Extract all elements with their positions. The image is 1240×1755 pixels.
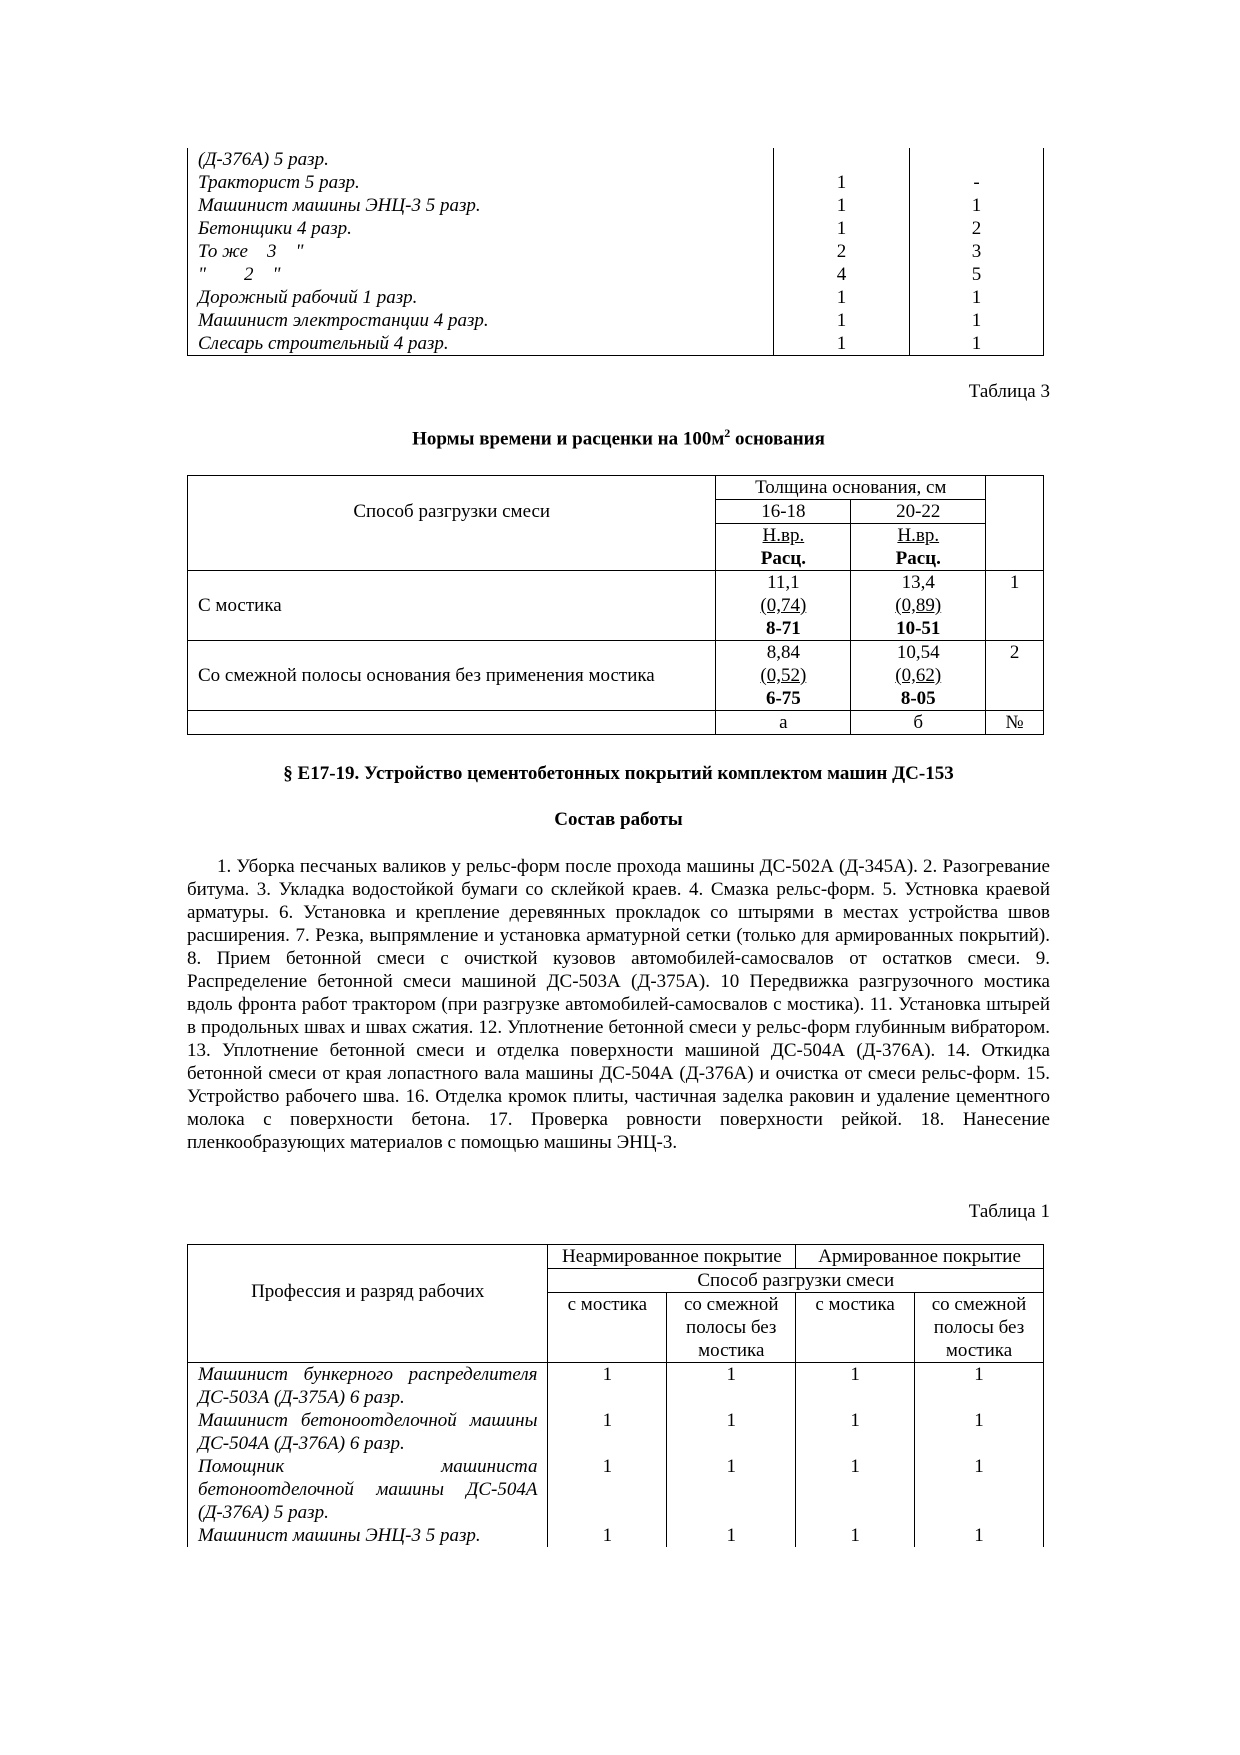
profession-cell: Помощник машиниста бетоноотделочной машины ДС-504А (Д-376А) 5 разр. xyxy=(188,1455,548,1524)
count-cell: - xyxy=(910,171,1044,194)
table-row xyxy=(188,641,1044,711)
table-row xyxy=(188,194,1044,217)
work-text: 1. Уборка песчаных валиков у рельс-форм после прохода машины ДС-502А (Д-345А). 2. Разогревание битума. 3. Укладка водостойкой бумаги со склейкой краев. 4. Смазка рельс-форм. 5. Устновка краевой арматуры. 6. Установка и крепление деревянных прокладок со штырями в местах устройства швов расширения. 7. Резка, выпрямление и установка арматурной сетки (только для армированных покрытий). 8. Прием бетонной смеси с очисткой кузовов автомобилей-самосвалов от остатков смеси. 9. Распределение бетонной смеси машиной ДС-503А (Д-375А). 10 Передвижка разгрузочного мостика вдоль фронта работ трактором (при разгрузке автомобилей-самосвалов с мостика). 11. Установка штырей в продольных швах и швах сжатия. 12. Уплотнение бетонной смеси у рельс-форм глубинным вибратором. 13. Уплотнение бетонной смеси и отделка поверхности машиной ДС-504А (Д-376А). 14. Откидка бетонной смеси от края лопастного вала машины ДС-504А (Д-376А) и очистка от смеси рельс-форм. 15. Устройство рабочего шва. 16. Отделка кромок плиты, частичная заделка раковин и удаление цементного молока с поверхности бетона. 17. Проверка ровности поверхности рейкой. 18. Нанесение пленкообразующих материалов с помощью машины ЭНЦ-3. xyxy=(187,856,1050,1153)
count-cell: 1 xyxy=(667,1363,796,1410)
header-col-20-22: 20-22 xyxy=(851,500,986,524)
count-cell: 3 xyxy=(910,240,1044,263)
count-cell: 1 xyxy=(915,1524,1044,1547)
value-cell xyxy=(716,641,851,711)
table-row xyxy=(188,171,1044,194)
count-cell: 1 xyxy=(667,1455,796,1524)
count-cell: 1 xyxy=(910,332,1044,356)
table-row xyxy=(188,1524,1044,1547)
work-description xyxy=(187,855,1050,1154)
value-cell xyxy=(716,571,851,641)
method-cell: Со смежной полосы основания без применения мостика xyxy=(188,641,716,711)
workers-table xyxy=(187,1244,1044,1547)
table-row xyxy=(188,263,1044,286)
count-cell: 4 xyxy=(774,263,910,286)
table-row xyxy=(188,240,1044,263)
section-title: § Е17-19. Устройство цементобетонных покрытий комплектом машин ДС-153 xyxy=(283,763,954,784)
row-number: 2 xyxy=(986,641,1044,711)
rasc-label: Расц. xyxy=(760,548,806,569)
count-cell: 2 xyxy=(774,240,910,263)
table-row xyxy=(188,1363,1044,1410)
table-row xyxy=(188,309,1044,332)
count-cell: 1 xyxy=(774,171,910,194)
table-row xyxy=(188,1409,1044,1455)
table-row xyxy=(188,1455,1044,1524)
count-cell: 1 xyxy=(667,1524,796,1547)
count-cell: 1 xyxy=(774,217,910,240)
footer-b: б xyxy=(851,711,986,735)
crew-table-continuation xyxy=(187,148,1044,356)
count-cell: 1 xyxy=(548,1409,667,1455)
time-value: 11,1 xyxy=(767,572,800,593)
header-units xyxy=(851,524,986,571)
table-row xyxy=(188,286,1044,309)
value-cell xyxy=(851,571,986,641)
time-value: 13,4 xyxy=(901,572,935,593)
count-cell: 1 xyxy=(910,194,1044,217)
table3-title-tail: основания xyxy=(730,428,825,450)
norms-table xyxy=(187,475,1044,735)
profession-cell: Дорожный рабочий 1 разр. xyxy=(188,286,774,309)
count-cell: 1 xyxy=(915,1409,1044,1455)
price-value: 6-75 xyxy=(765,688,801,709)
header-units xyxy=(716,524,851,571)
count-cell: 1 xyxy=(910,309,1044,332)
paren-value: (0,62) xyxy=(895,665,942,686)
subheader-adjacent: со смежной полосы без мостика xyxy=(667,1293,796,1363)
footer-num: № xyxy=(986,711,1044,735)
count-cell: 1 xyxy=(796,1409,915,1455)
header-reinforced: Армированное покрытие xyxy=(796,1245,1044,1269)
count-cell: 1 xyxy=(548,1524,667,1547)
count-cell: 5 xyxy=(910,263,1044,286)
rasc-label: Расц. xyxy=(895,548,941,569)
profession-cell: (Д-376А) 5 разр. xyxy=(188,148,774,171)
profession-cell: Машинист электростанции 4 разр. xyxy=(188,309,774,332)
count-cell: 1 xyxy=(548,1455,667,1524)
profession-cell: Машинист бункерного распределителя ДС-503А (Д-375А) 6 разр. xyxy=(188,1363,548,1410)
profession-cell: То же 3 " xyxy=(188,240,774,263)
footer-a: а xyxy=(716,711,851,735)
profession-cell: " 2 " xyxy=(188,263,774,286)
table-row xyxy=(188,571,1044,641)
profession-cell: Машинист машины ЭНЦ-3 5 разр. xyxy=(188,194,774,217)
count-cell xyxy=(774,148,910,171)
header-profession: Профессия и разряд рабочих xyxy=(188,1245,548,1363)
header-nonreinforced: Неармированное покрытие xyxy=(548,1245,796,1269)
paren-value: (0,52) xyxy=(760,665,807,686)
table3-title-sup: 2 xyxy=(724,426,731,440)
header-thickness: Толщина основания, см xyxy=(716,476,986,500)
paren-value: (0,74) xyxy=(760,595,807,616)
profession-cell: Бетонщики 4 разр. xyxy=(188,217,774,240)
count-cell: 1 xyxy=(774,194,910,217)
header-unload-method: Способ разгрузки смеси xyxy=(548,1269,1044,1293)
table-row-footer xyxy=(188,711,1044,735)
count-cell: 1 xyxy=(774,309,910,332)
nvr-label: Н.вр. xyxy=(897,525,940,546)
count-cell: 1 xyxy=(915,1455,1044,1524)
count-cell: 2 xyxy=(910,217,1044,240)
table-row xyxy=(188,148,1044,171)
time-value: 8,84 xyxy=(766,642,800,663)
subheader-bridge: с мостика xyxy=(796,1293,915,1363)
count-cell: 1 xyxy=(774,286,910,309)
count-cell: 1 xyxy=(667,1409,796,1455)
price-value: 8-71 xyxy=(765,618,801,639)
price-value: 8-05 xyxy=(900,688,936,709)
work-title: Состав работы xyxy=(554,809,683,830)
time-value: 10,54 xyxy=(896,642,940,663)
header-empty xyxy=(986,476,1044,571)
count-cell: 1 xyxy=(915,1363,1044,1410)
row-number: 1 xyxy=(986,571,1044,641)
nvr-label: Н.вр. xyxy=(762,525,805,546)
paren-value: (0,89) xyxy=(895,595,942,616)
table3-title-text: Нормы времени и расценки на 100м xyxy=(412,428,725,450)
profession-cell: Машинист бетоноотделочной машины ДС-504А (Д-376А) 6 разр. xyxy=(188,1409,548,1455)
count-cell: 1 xyxy=(910,286,1044,309)
table-row xyxy=(188,332,1044,356)
header-col-16-18: 16-18 xyxy=(716,500,851,524)
count-cell: 1 xyxy=(796,1455,915,1524)
price-value: 10-51 xyxy=(896,618,941,639)
count-cell: 1 xyxy=(774,332,910,356)
method-cell: С мостика xyxy=(188,571,716,641)
table-row xyxy=(188,217,1044,240)
subheader-adjacent: со смежной полосы без мостика xyxy=(915,1293,1044,1363)
count-cell: 1 xyxy=(796,1363,915,1410)
footer-empty xyxy=(188,711,716,735)
profession-cell: Машинист машины ЭНЦ-3 5 разр. xyxy=(188,1524,548,1547)
subheader-bridge: с мостика xyxy=(548,1293,667,1363)
count-cell xyxy=(910,148,1044,171)
table3-label: Таблица 3 xyxy=(968,381,1050,402)
header-method: Способ разгрузки смеси xyxy=(188,476,716,571)
profession-cell: Слесарь строительный 4 разр. xyxy=(188,332,774,356)
count-cell: 1 xyxy=(548,1363,667,1410)
table1-label: Таблица 1 xyxy=(968,1201,1050,1222)
count-cell: 1 xyxy=(796,1524,915,1547)
value-cell xyxy=(851,641,986,711)
profession-cell: Тракторист 5 разр. xyxy=(188,171,774,194)
table3-title xyxy=(187,426,1050,450)
